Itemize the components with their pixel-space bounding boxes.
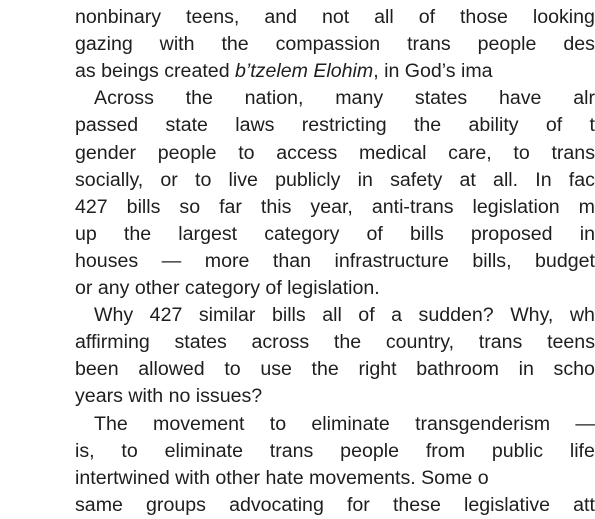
word: far — [219, 195, 242, 218]
word: , — [373, 60, 379, 83]
word: compassion — [275, 33, 381, 56]
word: in — [518, 358, 534, 381]
word: of — [265, 277, 282, 299]
word: the — [413, 114, 442, 137]
word: — — [161, 249, 182, 272]
word: largest — [178, 222, 238, 245]
text-line — [75, 112, 595, 139]
word: bills, — [472, 249, 512, 272]
word: category — [264, 222, 340, 245]
word: medical — [358, 141, 427, 164]
word: allowed — [138, 358, 205, 381]
text-line — [75, 492, 595, 519]
word: 427 — [149, 304, 183, 327]
word: at — [459, 168, 476, 191]
word: life — [569, 439, 595, 462]
word: hate — [265, 466, 304, 489]
word: those — [459, 6, 508, 28]
word: laws — [235, 114, 275, 137]
word: this — [260, 195, 292, 218]
word: people — [157, 141, 217, 164]
word: teens, — [186, 6, 240, 28]
word: m — [578, 195, 595, 218]
text-line — [75, 302, 595, 329]
word: legislative — [463, 493, 551, 516]
word: scho — [553, 358, 595, 381]
word: other — [215, 466, 261, 489]
word: affirming — [75, 331, 150, 354]
text-line — [75, 356, 595, 383]
word: passed — [75, 114, 139, 137]
word: any — [97, 277, 130, 299]
word: socially, — [75, 168, 144, 191]
word: state — [165, 114, 208, 137]
word: beings — [101, 60, 159, 83]
word: att — [573, 493, 595, 516]
word: Elohim — [313, 60, 374, 83]
word: other — [134, 277, 180, 299]
text-line — [75, 58, 595, 85]
text-line — [75, 329, 595, 356]
word: issues? — [195, 385, 263, 408]
text-line — [75, 275, 595, 302]
word: looking — [532, 6, 595, 28]
text-line — [75, 140, 595, 167]
word: or — [160, 168, 178, 191]
word: God’s — [404, 60, 456, 83]
word: public — [491, 439, 544, 462]
word: people — [477, 33, 537, 56]
word: than — [272, 249, 312, 272]
text-line — [75, 383, 595, 410]
word: of — [418, 6, 436, 28]
text-line — [75, 438, 595, 465]
word: eliminate — [311, 412, 390, 435]
word: access — [276, 141, 338, 164]
word: been — [75, 358, 119, 381]
word: of — [545, 114, 563, 137]
word: trans — [269, 439, 314, 462]
word: Why — [94, 304, 134, 327]
word: or — [75, 277, 93, 299]
word: the — [185, 87, 213, 110]
word: to — [224, 358, 241, 381]
word: legislation — [472, 195, 560, 218]
word: legislation. — [287, 277, 380, 299]
word: in — [357, 168, 373, 191]
word: intertwined — [75, 466, 170, 489]
word: is, — [75, 439, 95, 462]
word: all. — [493, 168, 519, 191]
word: years — [75, 385, 123, 408]
word: Across — [94, 87, 154, 110]
word: with — [128, 385, 164, 408]
word: safety — [390, 168, 443, 191]
word: across — [251, 331, 310, 354]
word: eliminate — [164, 439, 243, 462]
text-line — [75, 221, 595, 248]
text-line — [75, 167, 595, 194]
word: to — [121, 439, 138, 462]
text-line — [75, 194, 595, 221]
word: category — [184, 277, 261, 299]
word: so — [179, 195, 201, 218]
word: similar — [198, 304, 256, 327]
word: bathroom — [416, 358, 499, 381]
word: bills — [271, 304, 306, 327]
word: a — [391, 304, 403, 327]
word: with — [159, 33, 195, 56]
word: country, — [385, 331, 455, 354]
word: of — [358, 304, 375, 327]
text-line — [75, 411, 595, 438]
text-line — [75, 31, 595, 58]
word: have — [498, 87, 542, 110]
word: right — [358, 358, 397, 381]
word: 427 — [75, 195, 108, 218]
word: bills — [126, 195, 161, 218]
word: year, — [310, 195, 353, 218]
word: more — [204, 249, 250, 272]
word: trans — [478, 331, 523, 354]
word: with — [175, 466, 211, 489]
text-line — [75, 248, 595, 275]
word: The — [94, 412, 128, 435]
word: these — [392, 493, 441, 516]
word: the — [333, 331, 362, 354]
word: Why, — [510, 304, 554, 327]
word: all — [322, 304, 342, 327]
word: publicly — [275, 168, 341, 191]
word: many — [335, 87, 384, 110]
word: care, — [448, 141, 492, 164]
word: for — [346, 493, 370, 516]
word: wh — [569, 304, 595, 327]
word: all — [374, 6, 394, 28]
word: and — [264, 6, 298, 28]
word: ima — [460, 60, 493, 83]
word: proposed — [470, 222, 553, 245]
word: bills — [409, 222, 444, 245]
word: — — [575, 412, 595, 435]
word: groups — [146, 493, 206, 516]
word: houses — [75, 249, 139, 272]
word: restricting — [301, 114, 387, 137]
word: sudden? — [418, 304, 494, 327]
word: the — [311, 358, 339, 381]
text-line — [75, 4, 595, 31]
word: trans — [407, 33, 451, 56]
word: movements. — [309, 466, 416, 489]
word: teens — [547, 331, 595, 354]
word: In — [535, 168, 552, 191]
word: nonbinary — [75, 6, 162, 28]
text-line — [75, 465, 595, 492]
word: des — [563, 33, 595, 56]
text-line — [75, 85, 595, 112]
word: states — [414, 87, 468, 110]
word: people — [340, 439, 400, 462]
word: of — [366, 222, 383, 245]
word: in — [579, 222, 595, 245]
word: transgenderism — [415, 412, 551, 435]
word: from — [425, 439, 466, 462]
word: use — [260, 358, 292, 381]
word: ability — [468, 114, 519, 137]
word: up — [75, 222, 97, 245]
word: to — [269, 412, 287, 435]
word: same — [75, 493, 123, 516]
word: the — [221, 33, 249, 56]
word: in — [384, 60, 400, 83]
word: created — [164, 60, 230, 83]
word: nation, — [244, 87, 304, 110]
word: budget — [535, 249, 595, 272]
word: states — [174, 331, 227, 354]
word: to — [195, 168, 212, 191]
word: infrastructure — [334, 249, 449, 272]
word: o — [477, 466, 489, 489]
word: not — [321, 6, 350, 28]
word: gender — [75, 141, 137, 164]
word: Some — [421, 466, 473, 489]
word: advocating — [229, 493, 324, 516]
word: alr — [573, 87, 595, 110]
word: as — [75, 60, 96, 83]
word: trans — [551, 141, 595, 164]
word: movement — [153, 412, 245, 435]
word: to — [513, 141, 530, 164]
word: to — [238, 141, 255, 164]
word: t — [589, 114, 595, 137]
word: the — [123, 222, 152, 245]
word: live — [228, 168, 258, 191]
word: gazing — [75, 33, 133, 56]
word: no — [168, 385, 191, 408]
word: anti-trans — [371, 195, 454, 218]
word: fac — [568, 168, 595, 191]
word: b’tzelem — [234, 60, 308, 83]
